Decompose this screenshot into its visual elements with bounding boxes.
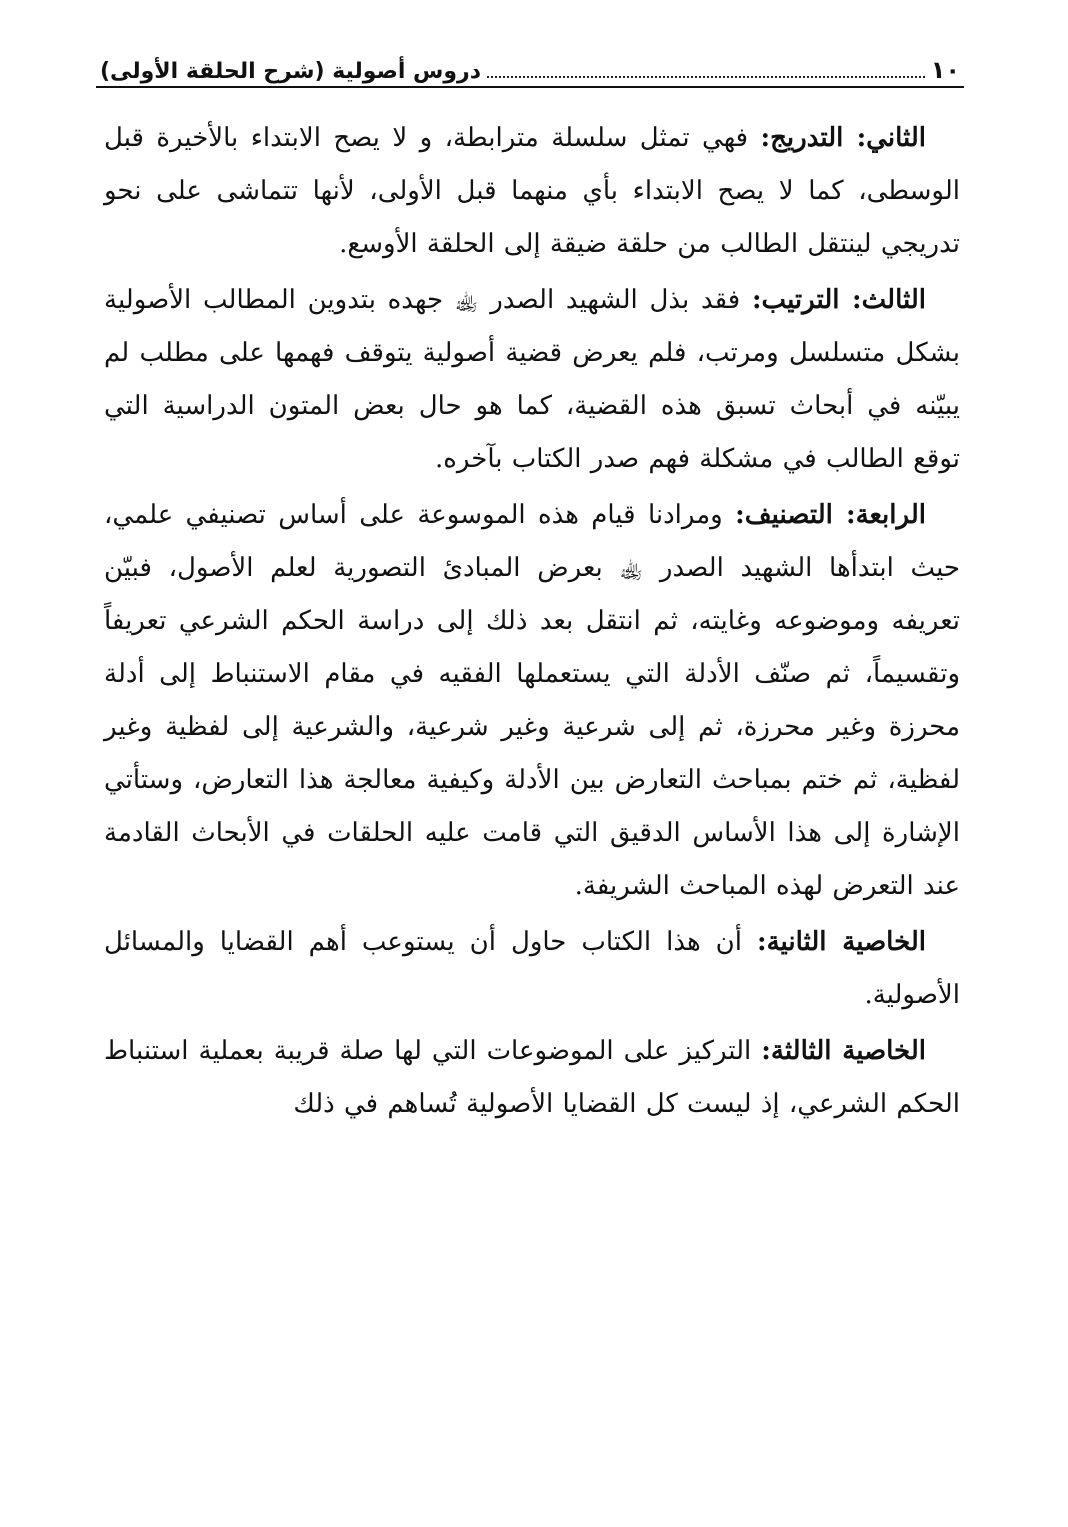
book-title: دروس أصولية (شرح الحلقة الأولى) bbox=[100, 59, 482, 84]
paragraph-text: فقد بذل الشهيد الصدر ﵀ جهده بتدوين المطالب الأصولية بشكل متسلسل ومرتب، فلم يعرض قضية أصولية يتوقف فهمها على مطلب لم يبيّنه في أبحاث تسبق هذه القضية، كما هو حال بعض المتون الدراسية التي توقع الطالب في مشكلة فهم صدر الكتاب بآخره. bbox=[104, 285, 960, 474]
header-rule bbox=[96, 86, 964, 88]
paragraph-tartib bbox=[104, 274, 960, 486]
paragraph-heading: الخاصية الثالثة: bbox=[761, 1036, 926, 1066]
paragraph-tasnif bbox=[104, 489, 960, 913]
paragraph-second-feature bbox=[104, 916, 960, 1022]
paragraph-heading: الثاني: التدريج: bbox=[760, 123, 926, 153]
paragraph-heading: الرابعة: التصنيف: bbox=[735, 500, 926, 530]
paragraph-tadrij bbox=[104, 112, 960, 271]
paragraph-text: فهي تمثل سلسلة مترابطة، و لا يصح الابتداء بالأخيرة قبل الوسطى، كما لا يصح الابتداء بأي منهما قبل الأولى، لأنها تتماشى على نحو تدريجي لينتقل الطالب من حلقة ضيقة إلى الحلقة الأوسع. bbox=[104, 123, 960, 259]
header-dot-leader bbox=[487, 75, 925, 78]
page-number: ١٠ bbox=[930, 56, 960, 84]
paragraph-heading: الخاصية الثانية: bbox=[756, 927, 927, 957]
paragraph-heading: الثالث: الترتيب: bbox=[751, 285, 926, 315]
paragraph-text: أن هذا الكتاب حاول أن يستوعب أهم القضايا والمسائل الأصولية. bbox=[104, 927, 960, 1010]
paragraph-third-feature bbox=[104, 1025, 960, 1131]
running-header bbox=[100, 38, 960, 84]
paragraph-text: ومرادنا قيام هذه الموسوعة على أساس تصنيفي علمي، حيث ابتدأها الشهيد الصدر ﵀ بعرض المبادئ التصورية لعلم الأصول، فبيّن تعريفه وموضوعه وغايته، ثم انتقل بعد ذلك إلى دراسة الحكم الشرعي تعريفاً وتقسيماً، ثم صنّف الأدلة التي يستعملها الفقيه في مقام الاستنباط إلى أدلة محرزة وغير محرزة، ثم إلى شرعية وغير شرعية، والشرعية إلى لفظية وغير لفظية، ثم ختم بمباحث التعارض بين الأدلة وكيفية معالجة هذا التعارض، وستأتي الإشارة إلى هذا الأساس الدقيق التي قامت عليه الحلقات في الأبحاث القادمة عند التعرض لهذه المباحث الشريفة. bbox=[104, 500, 960, 901]
paragraph-text: التركيز على الموضوعات التي لها صلة قريبة بعملية استنباط الحكم الشرعي، إذ ليست كل القضايا الأصولية تُساهم في ذلك bbox=[104, 1036, 960, 1119]
body-text bbox=[104, 112, 960, 1134]
